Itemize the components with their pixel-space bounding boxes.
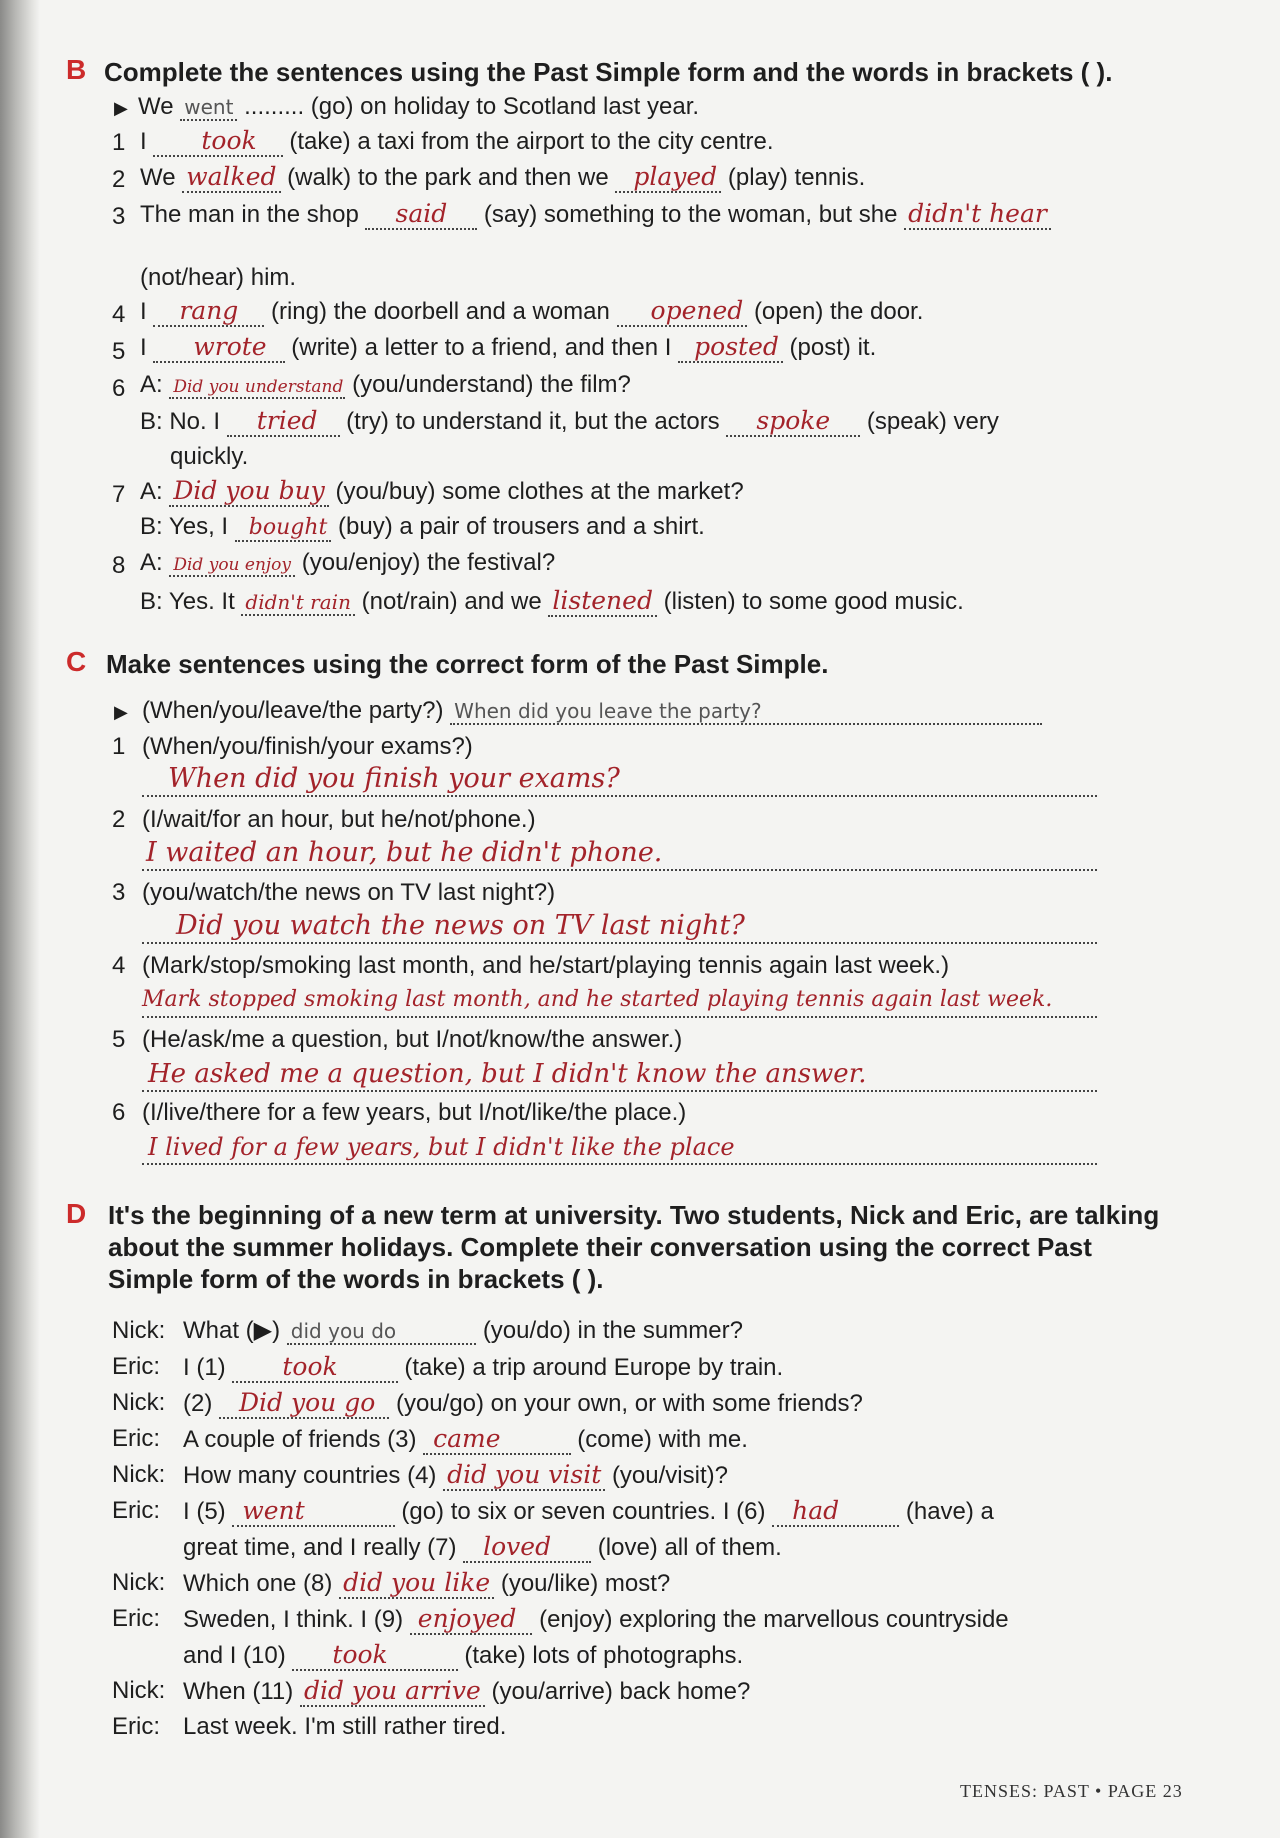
b5-pre: I: [140, 334, 147, 361]
b4-answer-1[interactable]: rang: [153, 296, 264, 327]
d-line-9: [183, 1640, 743, 1671]
section-d-letter: D: [66, 1198, 87, 1229]
d5-post: (have) a: [905, 1498, 994, 1525]
page-footer: TENSES: PAST • PAGE 23: [960, 1781, 1183, 1801]
d7-answer[interactable]: loved: [463, 1532, 591, 1563]
item-number: 3: [112, 879, 126, 906]
c2-answer[interactable]: I waited an hour, but he didn't phone.: [142, 837, 1097, 871]
d6-answer[interactable]: had: [772, 1496, 899, 1527]
d3-answer[interactable]: came: [423, 1424, 570, 1455]
d4-answer[interactable]: did you visit: [443, 1460, 605, 1491]
d7-post: (love) all of them.: [597, 1534, 782, 1561]
c4-prompt: (Mark/stop/smoking last month, and he/start/playing tennis again last week.): [142, 952, 950, 979]
b5-answer-2[interactable]: posted: [678, 332, 783, 363]
b8-answer-2[interactable]: didn't rain: [241, 590, 355, 616]
b2-answer-2[interactable]: played: [615, 162, 721, 193]
item-number: 2: [112, 166, 126, 193]
b-example-pre: We: [138, 93, 174, 120]
b-item-8a: [140, 548, 555, 580]
b6-answer-3[interactable]: spoke: [726, 406, 860, 437]
d0-post: (you/do) in the summer?: [482, 1317, 743, 1344]
c5-prompt: (He/ask/me a question, but I/not/know/the answer.): [142, 1026, 683, 1053]
d5-answer[interactable]: went: [232, 1496, 394, 1527]
section-d-heading-line-2: about the summer holidays. Complete their conversation using the correct Past: [108, 1232, 1092, 1262]
item-number: 5: [112, 338, 126, 365]
b6-mid: (try) to understand it, but the actors: [346, 408, 720, 435]
c-example-prompt: (When/you/leave/the party?): [142, 697, 444, 724]
section-c-heading: Make sentences using the correct form of the Past Simple.: [106, 649, 829, 679]
c4-answer[interactable]: Mark stopped smoking last month, and he started playing tennis again last week.: [142, 984, 1097, 1018]
d-line-7: [183, 1568, 670, 1599]
speaker-nick: Nick:: [112, 1317, 166, 1344]
d3-post: (come) with me.: [577, 1426, 748, 1453]
speaker-b: B: Yes, I: [140, 513, 229, 540]
d8-post: (you/like) most?: [500, 1570, 671, 1597]
section-d-heading-line-1: It's the beginning of a new term at university. Two students, Nick and Eric, are talking: [108, 1200, 1160, 1230]
d-line-8: [183, 1604, 1009, 1635]
speaker-nick: Nick:: [112, 1389, 166, 1416]
d5-mid: (go) to six or seven countries. I (6): [401, 1498, 766, 1525]
d10-answer[interactable]: took: [292, 1640, 457, 1671]
d11-answer[interactable]: did you arrive: [300, 1676, 485, 1707]
c1-answer[interactable]: When did you finish your exams?: [142, 763, 1097, 797]
b2-answer-1[interactable]: walked: [182, 162, 280, 193]
item-number: 5: [112, 1026, 126, 1053]
c3-answer[interactable]: Did you watch the news on TV last night?: [142, 910, 1097, 944]
b2-mid: (walk) to the park and then we: [287, 164, 609, 191]
b3-continuation: (not/hear) him.: [140, 264, 297, 291]
b8-post-2: (listen) to some good music.: [663, 588, 964, 615]
item-number: 7: [112, 481, 126, 508]
b5-answer-1[interactable]: wrote: [153, 332, 284, 363]
d1-post: (take) a trip around Europe by train.: [404, 1354, 784, 1381]
d-line-3: [183, 1424, 748, 1455]
d7-pre: great time, and I really (7): [183, 1534, 457, 1561]
d2-pre: (2): [183, 1390, 213, 1417]
d0-pre: What (▶): [183, 1317, 281, 1344]
b3-answer-1[interactable]: said: [365, 199, 477, 230]
speaker-eric: Eric:: [112, 1713, 160, 1740]
speaker-eric: Eric:: [112, 1605, 160, 1632]
b6-post-2: (speak) very: [866, 408, 999, 435]
d9-pre: Sweden, I think. I (9): [183, 1606, 404, 1633]
b6-answer-1[interactable]: Did you understand: [169, 377, 345, 399]
speaker-nick: Nick:: [112, 1461, 166, 1488]
speaker-a: A:: [140, 478, 163, 505]
b6-post-1: (you/understand) the film?: [352, 371, 631, 398]
b6-continuation: quickly.: [170, 443, 249, 470]
c-example: [142, 696, 1042, 726]
b8-mid: (not/rain) and we: [361, 588, 542, 615]
section-c-letter: C: [66, 646, 87, 677]
d1-answer[interactable]: took: [232, 1352, 397, 1383]
b7-answer-2[interactable]: bought: [235, 515, 332, 542]
b8-answer-3[interactable]: listened: [548, 586, 657, 617]
b-example-post: (go) on holiday to Scotland last year.: [310, 93, 700, 120]
d11-pre: When (11): [183, 1678, 294, 1705]
d10-post: (take) lots of photographs.: [464, 1642, 744, 1669]
item-number: 6: [112, 1099, 126, 1126]
speaker-nick: Nick:: [112, 1677, 166, 1704]
c1-prompt: (When/you/finish/your exams?): [142, 733, 473, 760]
b-item-7b: [140, 512, 705, 543]
d-line-2: [183, 1388, 863, 1419]
d-line-4: [183, 1460, 728, 1491]
b3-pre: The man in the shop: [140, 201, 359, 228]
item-number: 8: [112, 552, 126, 579]
speaker-a: A:: [140, 371, 163, 398]
d-example-answer: did you do: [287, 1319, 476, 1345]
speaker-b: B: Yes. It: [140, 588, 235, 615]
d9-post: (enjoy) exploring the marvellous countryside: [539, 1606, 1009, 1633]
b1-pre: I: [140, 128, 147, 155]
b-item-4: [140, 296, 923, 327]
c5-answer[interactable]: He asked me a question, but I didn't know the answer.: [142, 1058, 1097, 1092]
d-line-5: [183, 1496, 994, 1527]
section-b-heading: Complete the sentences using the Past Simple form and the words in brackets ( ).: [104, 57, 1113, 87]
b-item-6a: [140, 370, 631, 402]
item-number: 2: [112, 806, 126, 833]
d8-answer[interactable]: did you like: [339, 1568, 494, 1599]
b2-pre: We: [140, 164, 176, 191]
c6-answer[interactable]: I lived for a few years, but I didn't like the place: [142, 1131, 1097, 1165]
d-line-0: [183, 1316, 743, 1346]
b-item-5: [140, 332, 876, 363]
b5-post: (post) it.: [789, 334, 877, 361]
speaker-eric: Eric:: [112, 1353, 160, 1380]
b4-mid: (ring) the doorbell and a woman: [270, 298, 610, 325]
item-number: 6: [112, 375, 126, 402]
b8-answer-1[interactable]: Did you enjoy: [169, 555, 295, 577]
b-item-3: [140, 199, 1051, 230]
d1-pre: I (1): [183, 1354, 226, 1381]
b-example-answer: went: [180, 95, 237, 121]
b-item-8b: [140, 586, 964, 617]
b-item-1: [140, 126, 774, 157]
b3-answer-2[interactable]: didn't hear: [904, 199, 1051, 230]
b-item-7a: [140, 476, 744, 507]
b6-answer-2[interactable]: tried: [227, 406, 340, 437]
c2-prompt: (I/wait/for an hour, but he/not/phone.): [142, 806, 536, 833]
b7-post-1: (you/buy) some clothes at the market?: [335, 478, 744, 505]
b7-post-2: (buy) a pair of trousers and a shirt.: [338, 513, 705, 540]
item-number: 1: [112, 733, 126, 760]
d4-post: (you/visit)?: [611, 1462, 728, 1489]
d8-pre: Which one (8): [183, 1570, 333, 1597]
b7-answer-1[interactable]: Did you buy: [169, 476, 328, 507]
d3-pre: A couple of friends (3): [183, 1426, 417, 1453]
d5-pre: I (5): [183, 1498, 226, 1525]
d-line-11: Last week. I'm still rather tired.: [183, 1713, 507, 1740]
speaker-b: B: No. I: [140, 408, 221, 435]
speaker-eric: Eric:: [112, 1425, 160, 1452]
d4-pre: How many countries (4): [183, 1462, 437, 1489]
b5-mid: (write) a letter to a friend, and then I: [291, 334, 672, 361]
b4-answer-2[interactable]: opened: [617, 296, 748, 327]
speaker-a: A:: [140, 549, 163, 576]
d2-answer[interactable]: Did you go: [219, 1388, 389, 1419]
b2-post: (play) tennis.: [727, 164, 866, 191]
item-number: 4: [112, 952, 126, 979]
b-item-6b: [140, 406, 999, 437]
section-b-letter: B: [66, 54, 87, 85]
d-line-6: [183, 1532, 782, 1563]
d10-pre: and I (10): [183, 1642, 286, 1669]
c-example-answer: When did you leave the party?: [450, 699, 1041, 725]
d11-post: (you/arrive) back home?: [491, 1678, 751, 1705]
example-arrow-icon: ▶: [114, 98, 128, 118]
b3-mid: (say) something to the woman, but she: [483, 201, 898, 228]
b1-answer[interactable]: took: [153, 126, 282, 157]
item-number: 3: [112, 203, 126, 230]
example-arrow-icon: ▶: [114, 702, 128, 722]
d2-post: (you/go) on your own, or with some friends?: [395, 1390, 863, 1417]
d-line-1: [183, 1352, 783, 1383]
c6-prompt: (I/live/there for a few years, but I/not/like/the place.): [142, 1099, 687, 1126]
c3-prompt: (you/watch/the news on TV last night?): [142, 879, 556, 906]
b8-post-1: (you/enjoy) the festival?: [301, 549, 556, 576]
d-line-10: [183, 1676, 750, 1707]
d9-answer[interactable]: enjoyed: [410, 1604, 533, 1635]
item-number: 4: [112, 301, 126, 328]
b1-post: (take) a taxi from the airport to the city centre.: [289, 128, 774, 155]
speaker-nick: Nick:: [112, 1569, 166, 1596]
section-d-heading-line-3: Simple form of the words in brackets ( ).: [108, 1264, 604, 1294]
speaker-eric: Eric:: [112, 1497, 160, 1524]
b4-pre: I: [140, 298, 147, 325]
item-number: 1: [112, 129, 126, 156]
b-example: We went ......... (go) on holiday to Scotland last year.: [138, 93, 700, 120]
b-item-2: [140, 162, 865, 193]
b4-post: (open) the door.: [753, 298, 924, 325]
